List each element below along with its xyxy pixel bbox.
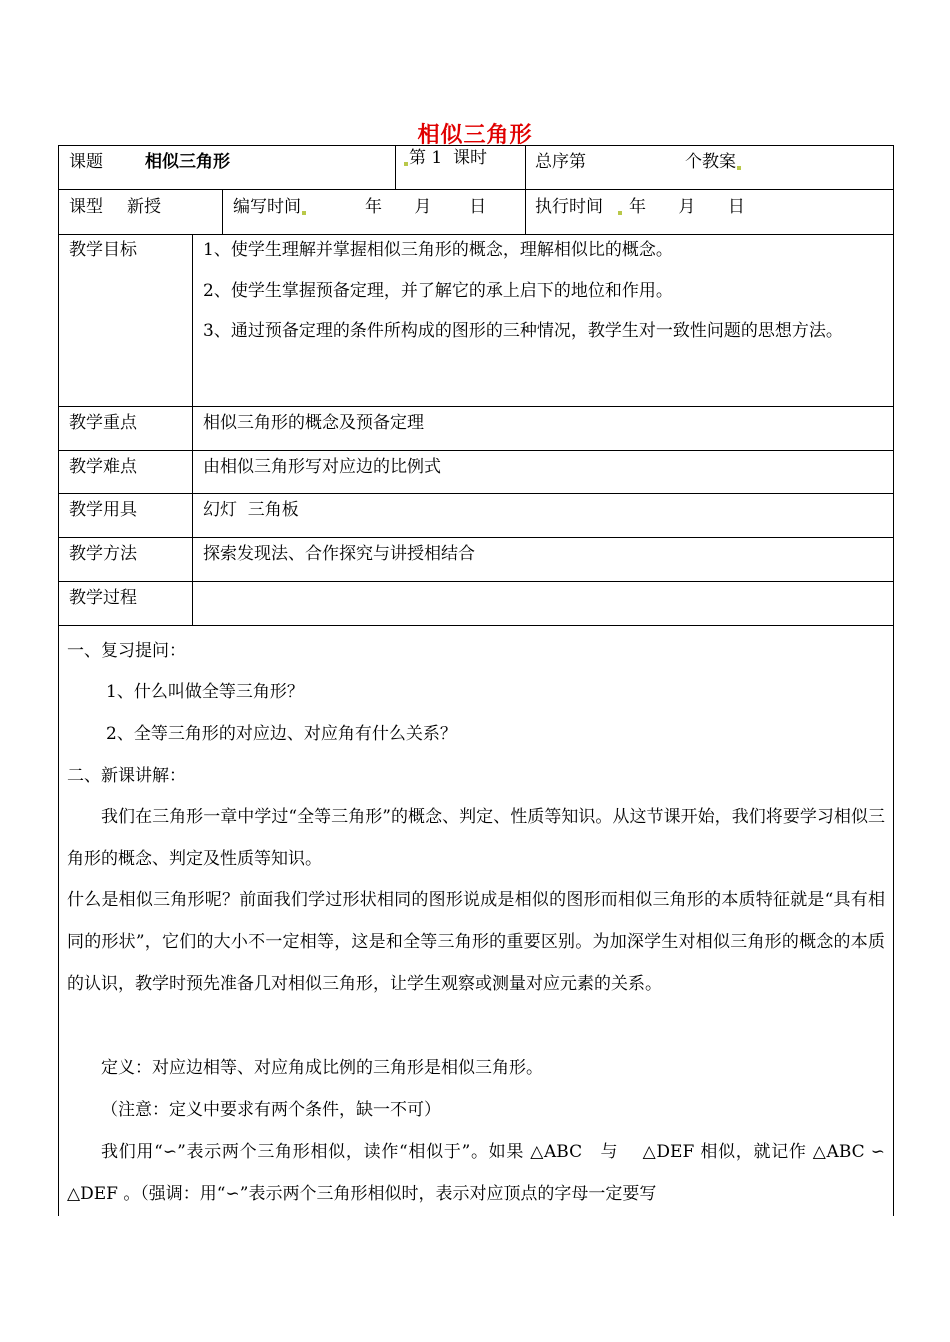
review-question-2: 2、全等三角形的对应边、对应角有什么关系？	[106, 724, 457, 744]
objective-3: 3、通过预备定理的条件所构成的图形的三种情况，教学生对一致性问题的思想方法。	[203, 321, 843, 341]
process-label: 教学过程	[69, 588, 137, 608]
methods-value: 探索发现法、合作探究与讲授相结合	[203, 544, 475, 564]
definition-text: 定义：对应边相等、对应角成比例的三角形是相似三角形。	[101, 1058, 543, 1078]
execution-time: 执行时间 年 月 日	[535, 197, 745, 217]
plan-count-label: 个教案	[685, 151, 742, 173]
document-title: 相似三角形	[417, 123, 533, 148]
type-label: 课型	[69, 197, 103, 217]
review-question-1: 1、什么叫做全等三角形？	[106, 682, 304, 702]
difficulties-value: 由相似三角形写对应边的比例式	[203, 457, 441, 477]
difficulties-label: 教学难点	[69, 457, 137, 477]
definition-note: （注意：定义中要求有两个条件，缺一不可）	[101, 1100, 441, 1120]
intro-paragraph: 我们在三角形一章中学过“全等三角形”的概念、判定、性质等知识。从这节课开始，我们将要学习相似三角形的概念、判定及性质等知识。	[67, 807, 885, 869]
tools-label: 教学用具	[69, 500, 137, 520]
objective-2: 2、使学生掌握预备定理，并了解它的承上启下的地位和作用。	[203, 281, 673, 301]
new-lesson-heading: 二、新课讲解：	[67, 766, 186, 786]
methods-label: 教学方法	[69, 544, 137, 564]
topic-value: 相似三角形	[145, 152, 230, 172]
notation-paragraph: 我们用“∽”表示两个三角形相似，读作“相似于”。如果 △ABC 与 △DEF 相似，就记作 △ABC ∽ △DEF 。（强调：用“∽”表示两个三角形相似时，表示对应顶点的字母一定要写	[67, 1142, 891, 1204]
lesson-number: 第 1 课时	[403, 147, 487, 169]
key-points-value: 相似三角形的概念及预备定理	[203, 413, 424, 433]
objective-1: 1、使学生理解并掌握相似三角形的概念，理解相似比的概念。	[203, 240, 673, 260]
total-sequence-label: 总序第	[535, 152, 586, 172]
concept-paragraph: 什么是相似三角形呢？前面我们学过形状相同的图形说成是相似的图形而相似三角形的本质特征就是“具有相同的形状”，它们的大小不一定相等，这是和全等三角形的重要区别。为加深学生对相似三角形的概念的本质的认识，教学时预先准备几对相似三角形，让学生观察或测量对应元素的关系。	[67, 890, 885, 994]
written-time: 编写时间 年 月 日	[233, 197, 487, 217]
objectives-label: 教学目标	[69, 240, 137, 260]
lesson-plan-table	[58, 145, 894, 1216]
type-value: 新授	[127, 197, 161, 217]
review-heading: 一、复习提问：	[67, 641, 186, 661]
tools-value: 幻灯 三角板	[203, 500, 299, 520]
topic-label: 课题	[69, 152, 103, 172]
key-points-label: 教学重点	[69, 413, 137, 433]
